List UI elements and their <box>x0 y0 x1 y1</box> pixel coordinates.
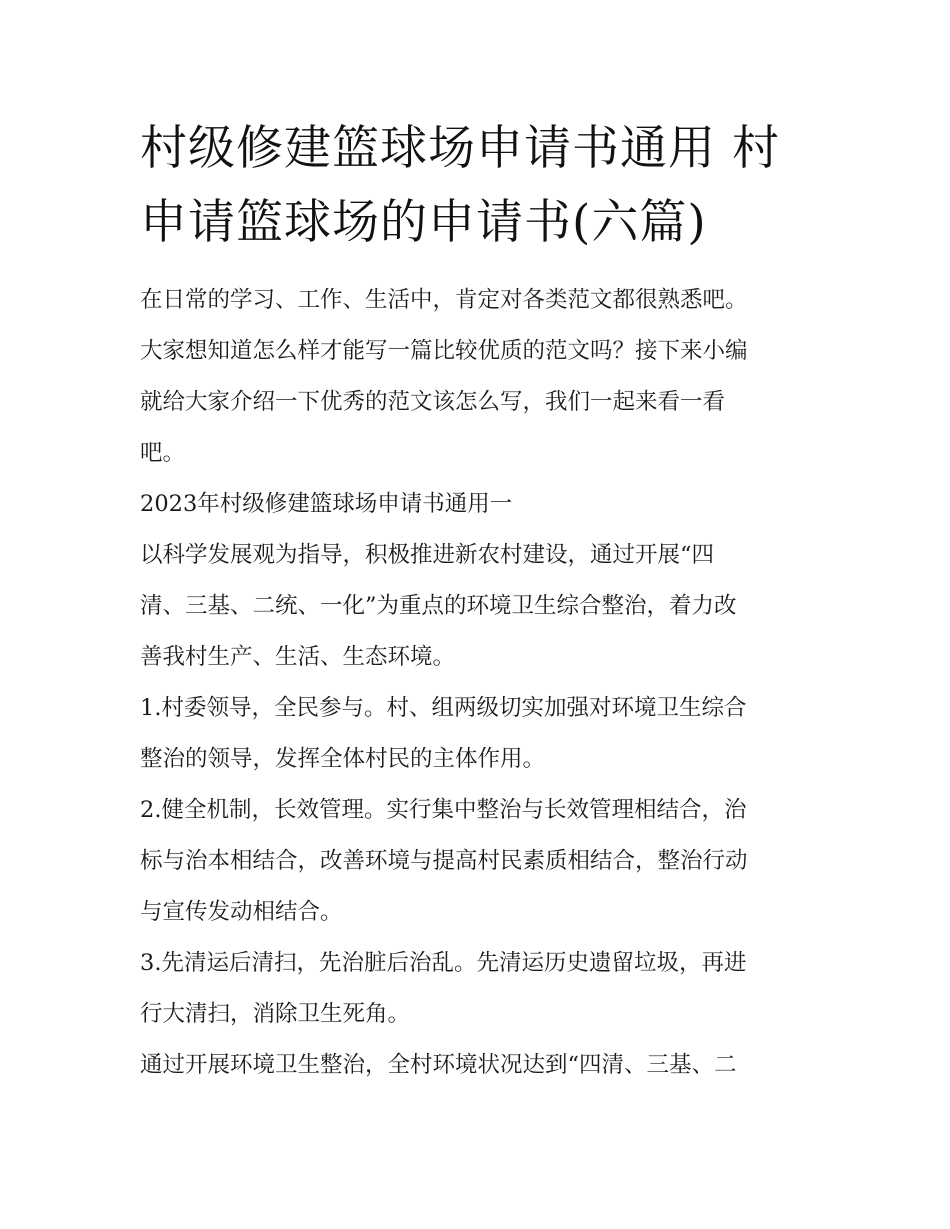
title-line: 村级修建篮球场申请书通用 村 <box>140 121 780 176</box>
list-item-line: 整治的领导，发挥全体村民的主体作用。 <box>140 746 546 772</box>
body-line: 清、三基、二统、一化”为重点的环境卫生综合整治，着力改 <box>140 593 737 619</box>
document-title <box>140 112 820 260</box>
body-line: 以科学发展观为指导，积极推进新农村建设，通过开展“四 <box>140 542 715 568</box>
list-item-line: 标与治本相结合，改善环境与提高村民素质相结合，整治行动 <box>140 848 748 874</box>
list-item-line: 与宣传发动相结合。 <box>140 899 343 925</box>
document-body <box>140 275 820 1091</box>
title-line: 申请篮球场的申请书(六篇) <box>140 195 707 250</box>
section-heading: 2023年村级修建篮球场申请书通用一 <box>140 491 513 517</box>
list-item-line: 1.村委领导，全民参与。村、组两级切实加强对环境卫生综合 <box>140 695 747 721</box>
body-line: 善我村生产、生活、生态环境。 <box>140 644 456 670</box>
list-item-line: 3.先清运后清扫，先治脏后治乱。先清运历史遗留垃圾，再进 <box>140 950 747 976</box>
body-line: 大家想知道怎么样才能写一篇比较优质的范文吗？接下来小编 <box>140 338 748 364</box>
body-line: 就给大家介绍一下优秀的范文该怎么写，我们一起来看一看 <box>140 389 726 415</box>
body-line: 吧。 <box>140 440 186 466</box>
body-line: 通过开展环境卫生整治，全村环境状况达到“四清、三基、二 <box>140 1052 737 1078</box>
list-item-line: 行大清扫，消除卫生死角。 <box>140 1001 411 1027</box>
list-item-line: 2.健全机制，长效管理。实行集中整治与长效管理相结合，治 <box>140 797 747 823</box>
body-line: 在日常的学习、工作、生活中，肯定对各类范文都很熟悉吧。 <box>140 287 748 313</box>
